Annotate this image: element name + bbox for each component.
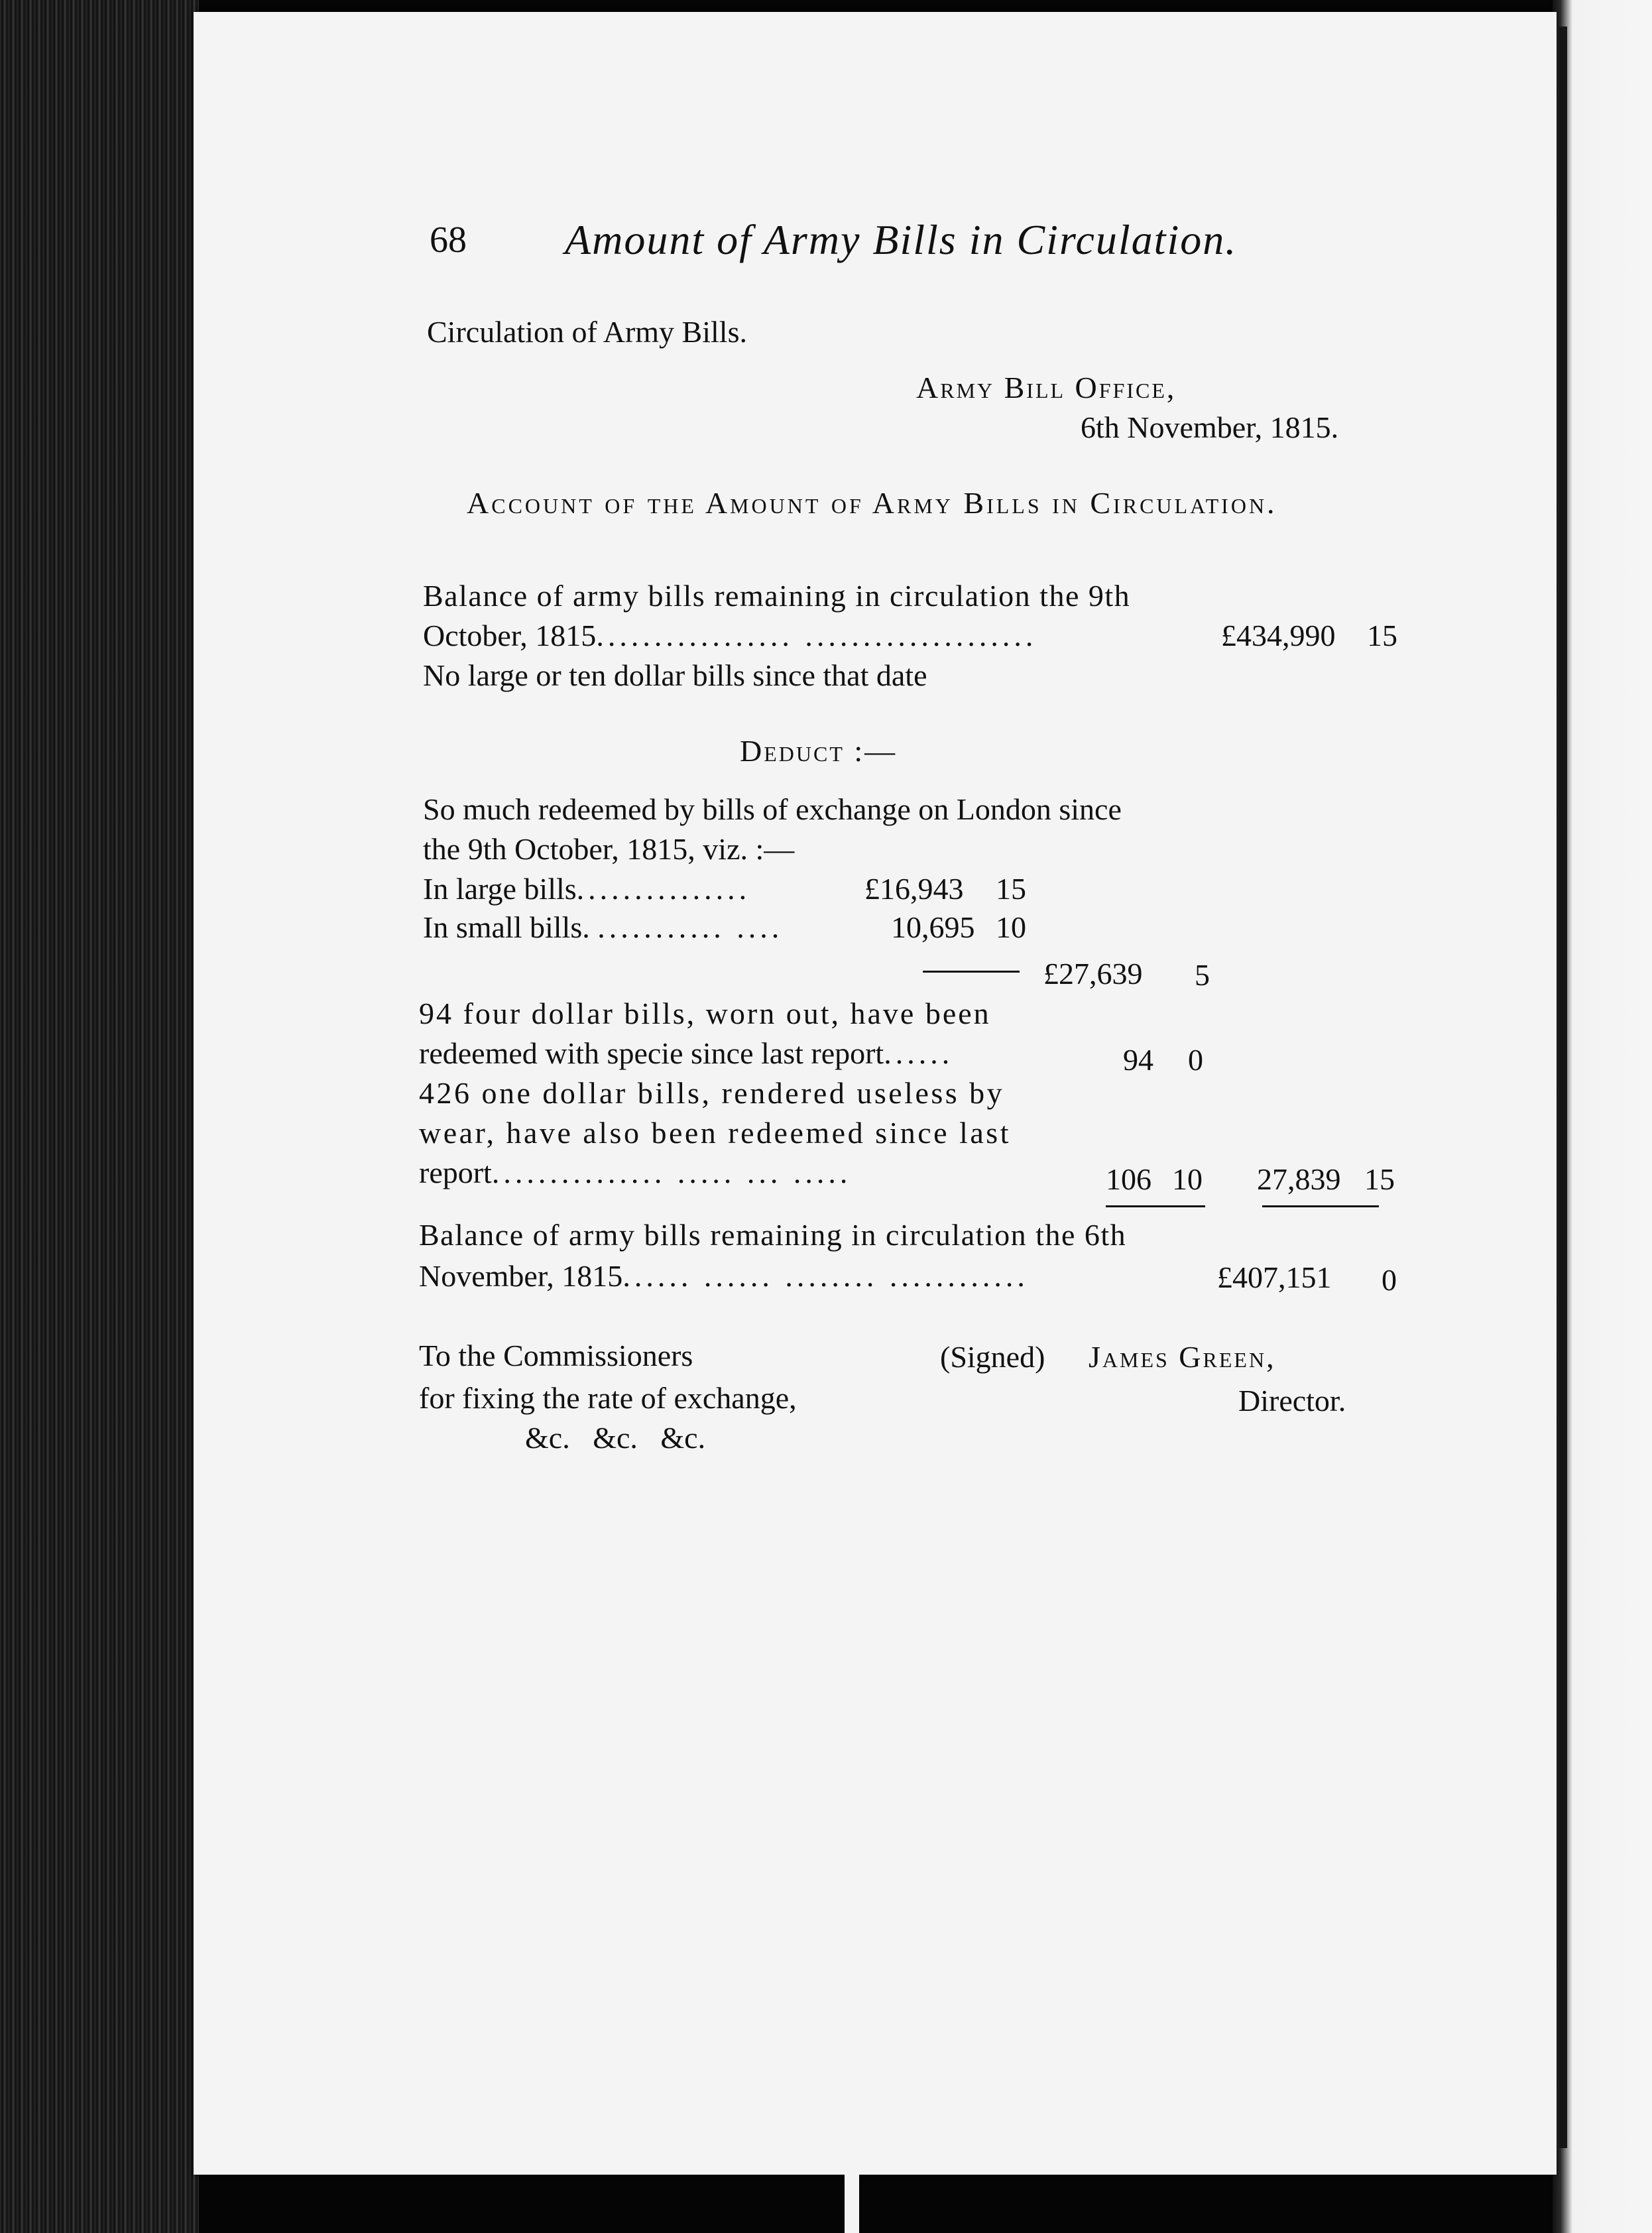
one-dollar-text: report (419, 1156, 492, 1189)
one-dollar-amount: 106 (1106, 1162, 1151, 1196)
one-dollar-line-2: wear, have also been redeemed since last (419, 1116, 1011, 1150)
section-title: Circulation of Army Bills. (427, 315, 747, 349)
book-spine-edge (0, 0, 199, 2233)
book-right-edge (1553, 0, 1652, 2233)
account-title: Account of the Amount of Army Bills in Circulation. (467, 486, 1277, 520)
scan-artifact (845, 2169, 859, 2233)
opening-shillings: 15 (1367, 619, 1397, 652)
subtotal-amount: £27,639 (1043, 957, 1143, 991)
total-rule (1262, 1205, 1379, 1207)
one-dollar-shillings: 10 (1172, 1162, 1203, 1196)
page-number: 68 (430, 219, 467, 261)
subtotal-rule (923, 971, 1020, 973)
closing-date: November, 1815 (419, 1259, 623, 1293)
opening-line-1: Balance of army bills remaining in circulation the 9th (423, 579, 1131, 613)
redeemed-line-1: So much redeemed by bills of exchange on London since (423, 792, 1122, 826)
four-dollar-line-2 (419, 1038, 953, 1069)
one-dollar-line-3 (419, 1158, 851, 1188)
deduction-total-shillings: 15 (1364, 1162, 1395, 1196)
opening-note: No large or ten dollar bills since that date (423, 658, 927, 692)
opening-amount: £434,990 (1221, 619, 1336, 652)
signer-title: Director. (1238, 1384, 1346, 1418)
small-bills-row (423, 912, 783, 943)
closing-line-2 (419, 1261, 1029, 1292)
opening-line-2 (423, 621, 1037, 651)
four-dollar-amount: 94 (1123, 1043, 1153, 1077)
closing-line-1: Balance of army bills remaining in circulation the 6th (419, 1218, 1127, 1252)
large-bills-amount: £16,943 (864, 872, 964, 906)
leader-dots: ...... ...... ........ ............ (622, 1259, 1029, 1293)
addressee-line-3: &c. &c. &c. (525, 1421, 706, 1455)
column-rule (1106, 1205, 1205, 1207)
addressee-line-2: for fixing the rate of exchange, (419, 1381, 797, 1415)
one-dollar-line-1: 426 one dollar bills, rendered useless by (419, 1076, 1005, 1110)
four-dollar-line-1: 94 four dollar bills, worn out, have been (419, 996, 991, 1030)
office-date: 6th November, 1815. (1081, 410, 1339, 444)
signed-label: (Signed) (940, 1340, 1045, 1374)
signer-name: James Green, (1089, 1340, 1276, 1374)
large-bills-row (423, 874, 750, 904)
deduction-total-amount: 27,839 (1257, 1162, 1341, 1196)
running-title: Amount of Army Bills in Circulation. (565, 216, 1238, 263)
redeemed-line-2: the 9th October, 1815, viz. :— (423, 832, 795, 866)
office-name: Army Bill Office, (916, 371, 1177, 404)
leader-dots: ........... .... (597, 910, 784, 944)
small-bills-amount: 10,695 (891, 910, 975, 944)
leader-dots: ............... (576, 872, 751, 906)
deduct-heading: Deduct :— (740, 734, 898, 768)
small-bills-shillings: 10 (996, 910, 1026, 944)
opening-date: October, 1815 (423, 619, 597, 652)
closing-amount: £407,151 (1217, 1260, 1332, 1294)
subtotal-shillings: 5 (1195, 958, 1210, 992)
closing-shillings: 0 (1382, 1263, 1397, 1297)
large-bills-label: In large bills (423, 872, 577, 906)
book-right-shadow (1559, 27, 1567, 2148)
leader-dots: ................. .................... (596, 619, 1037, 652)
small-bills-label: In small bills. (423, 910, 590, 944)
addressee-line-1: To the Commissioners (419, 1339, 693, 1372)
four-dollar-shillings: 0 (1188, 1043, 1203, 1077)
book-page (194, 12, 1557, 2175)
leader-dots: ............... ..... ... ..... (491, 1156, 852, 1189)
leader-dots: ...... (884, 1036, 954, 1070)
four-dollar-text: redeemed with specie since last report (419, 1036, 884, 1070)
large-bills-shillings: 15 (996, 872, 1026, 906)
